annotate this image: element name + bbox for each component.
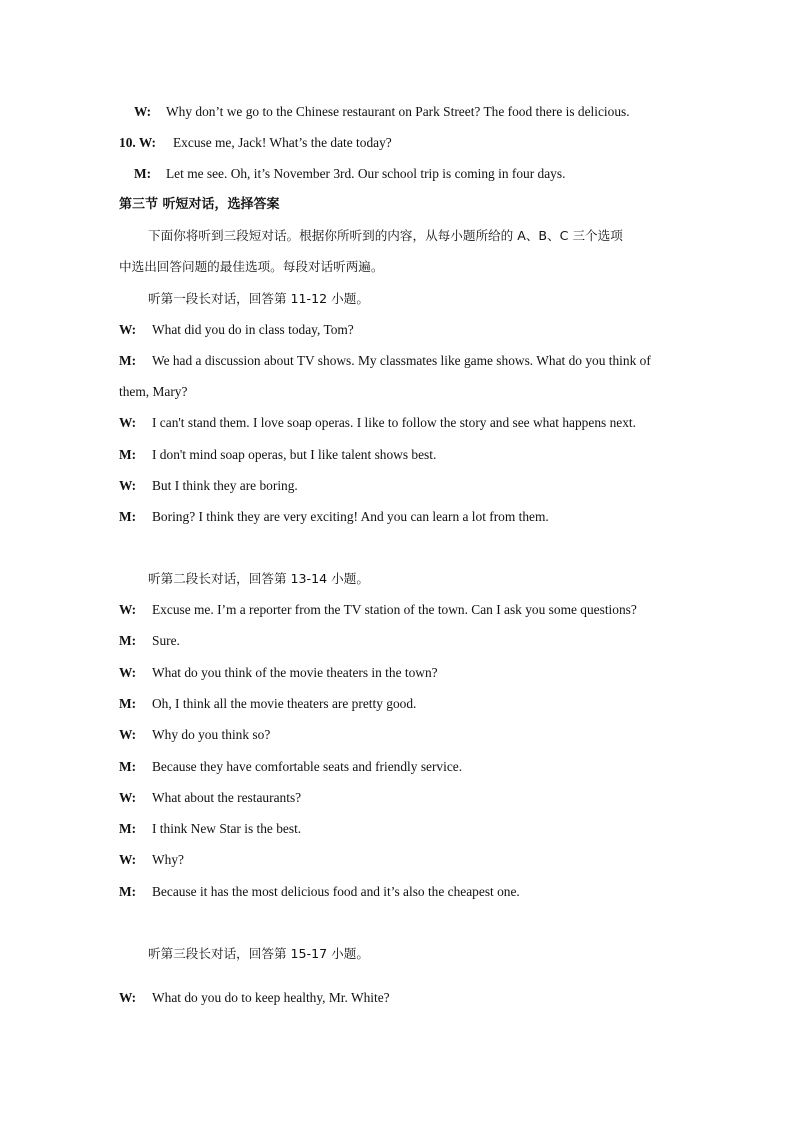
dialogue-text: Boring? I think they are very exciting! And you can learn a lot from them. (152, 509, 549, 524)
dialogue-line (119, 789, 301, 807)
speaker-label: W: (119, 602, 137, 617)
dialogue-text: What do you think of the movie theaters in the town? (152, 665, 438, 680)
speaker-label: M: (119, 353, 137, 368)
speaker-label: M: (119, 509, 137, 524)
speaker-label: W: (119, 727, 137, 742)
dialogue-line (119, 446, 436, 464)
speaker-label: M: (119, 696, 137, 711)
dialogue-text: Because it has the most delicious food and it’s also the cheapest one. (152, 884, 520, 899)
dialogue-line (134, 103, 630, 121)
dialogue-text: But I think they are boring. (152, 478, 298, 493)
speaker-label: M: (119, 884, 137, 899)
dialogue-intro: 听第二段长对话，回答第 13-14 小题。 (148, 571, 369, 586)
dialogue-text: Why? (152, 852, 184, 867)
speaker-label: W: (134, 104, 152, 119)
speaker-label: M: (119, 447, 137, 462)
dialogue-text: Let me see. Oh, it’s November 3rd. Our school trip is coming in four days. (166, 166, 566, 181)
dialogue-line (119, 664, 438, 682)
dialogue-text: Oh, I think all the movie theaters are pretty good. (152, 696, 417, 711)
dialogue-line (119, 352, 651, 370)
dialogue-intro: 听第三段长对话，回答第 15-17 小题。 (148, 946, 369, 961)
dialogue-text: Because they have comfortable seats and friendly service. (152, 759, 463, 774)
dialogue-line (119, 851, 184, 869)
speaker-label: W: (119, 478, 137, 493)
speaker-label: M: (134, 166, 152, 181)
dialogue-line (134, 165, 565, 183)
dialogue-line (119, 134, 392, 152)
dialogue-line (119, 632, 180, 650)
dialogue-line (119, 883, 520, 901)
dialogue-text: Excuse me, Jack! What’s the date today? (173, 135, 392, 150)
dialogue-text: Excuse me. I’m a reporter from the TV station of the town. Can I ask you some questions? (152, 602, 637, 617)
speaker-label: W: (119, 852, 137, 867)
dialogue-text: I think New Star is the best. (152, 821, 302, 836)
instruction-text: 下面你将听到三段短对话。根据你所听到的内容，从每小题所给的 A、B、C 三个选项 (148, 228, 623, 243)
speaker-label: M: (119, 633, 137, 648)
dialogue-line (119, 989, 390, 1007)
dialogue-text: We had a discussion about TV shows. My classmates like game shows. What do you think of (152, 353, 651, 368)
section-heading: 第三节 听短对话，选择答案 (119, 197, 280, 212)
dialogue-text: Sure. (152, 633, 180, 648)
dialogue-intro: 听第一段长对话，回答第 11-12 小题。 (148, 291, 369, 306)
dialogue-continuation: them, Mary? (119, 384, 188, 399)
instruction-text: 中选出回答问题的最佳选项。每段对话听两遍。 (119, 259, 384, 274)
speaker-label: W: (119, 322, 137, 337)
dialogue-line (119, 414, 636, 432)
dialogue-text: What did you do in class today, Tom? (152, 322, 354, 337)
dialogue-text: Why don’t we go to the Chinese restaurant on Park Street? The food there is delicious. (166, 104, 630, 119)
dialogue-line (119, 508, 549, 526)
dialogue-line (119, 820, 301, 838)
dialogue-line (119, 321, 354, 339)
speaker-label: W: (119, 665, 137, 680)
dialogue-line (119, 477, 298, 495)
dialogue-line (119, 695, 416, 713)
speaker-label: W: (119, 415, 137, 430)
speaker-label: M: (119, 821, 137, 836)
dialogue-line (119, 726, 270, 744)
dialogue-text: What about the restaurants? (152, 790, 302, 805)
dialogue-text: What do you do to keep healthy, Mr. White? (152, 990, 390, 1005)
dialogue-text: I don't mind soap operas, but I like talent shows best. (152, 447, 437, 462)
speaker-label: W: (119, 790, 137, 805)
dialogue-line (119, 758, 462, 776)
dialogue-text: Why do you think so? (152, 727, 271, 742)
speaker-label: M: (119, 759, 137, 774)
speaker-label: 10. W: (119, 135, 156, 150)
dialogue-line (119, 601, 637, 619)
speaker-label: W: (119, 990, 137, 1005)
dialogue-text: I can't stand them. I love soap operas. I like to follow the story and see what happens next. (152, 415, 636, 430)
